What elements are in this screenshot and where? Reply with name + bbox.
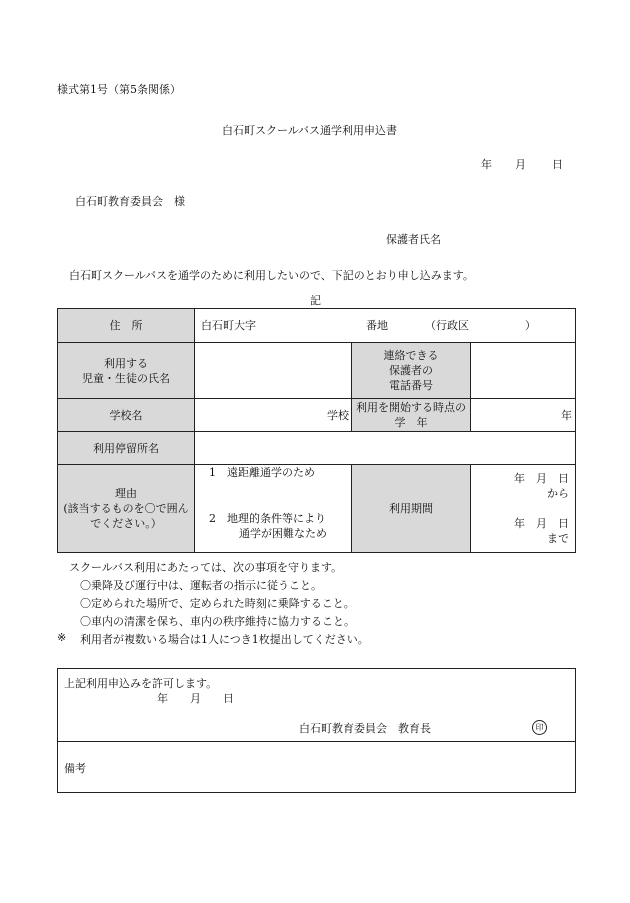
application-table: [57, 308, 576, 553]
approval-divider: [58, 741, 575, 742]
rules-lead: スクールバス利用にあたっては、次の事項を守ります。: [69, 561, 343, 574]
address-prefix: 白石町大字: [201, 319, 256, 332]
rule-item-1: 〇乗降及び運行中は、運転者の指示に従うこと。: [80, 579, 322, 592]
reason-label: 理由 (該当するものを〇で囲ん でください。）: [58, 465, 195, 553]
reason-option-2a[interactable]: 2 地理的条件等により: [209, 512, 326, 525]
address-row: [58, 309, 576, 343]
date-year: 年: [481, 158, 492, 171]
note-mark: ※: [57, 631, 67, 644]
school-label: 学校名: [58, 399, 195, 432]
date-month: 月: [515, 158, 526, 171]
contact-phone-field[interactable]: [471, 343, 576, 399]
addressee: 白石町教育委員会 様: [75, 195, 185, 208]
reason-option-1[interactable]: 1 遠距離通学のため: [209, 466, 315, 479]
remarks-label: 備考: [64, 762, 86, 775]
approval-text: 上記利用申込みを許可します。: [64, 677, 218, 690]
rule-item-2: 〇定められた場所で、定められた時刻に乗降すること。: [80, 597, 355, 610]
school-suffix: 学校: [327, 408, 349, 422]
period-from-suffix: から: [547, 487, 570, 500]
intro-text: 白石町スクールバスを通学のために利用したいので、下記のとおり申し込みます。: [69, 269, 474, 282]
address-label: 住 所: [58, 309, 195, 343]
student-name-field[interactable]: [195, 343, 352, 399]
address-gyosei-close: ）: [525, 319, 536, 332]
stop-field[interactable]: [195, 432, 576, 465]
period-from: 年 月 日: [514, 472, 570, 485]
address-banchi: 番地: [366, 319, 388, 332]
address-gyosei-open: （行政区: [425, 319, 469, 332]
approval-date: 年 月 日: [157, 692, 234, 705]
guardian-name-label: 保護者氏名: [386, 233, 441, 246]
rule-item-3: 〇車内の清潔を保ち、車内の秩序維持に協力すること。: [80, 615, 355, 628]
period-to-suffix: まで: [547, 532, 570, 545]
approval-box: [57, 668, 576, 793]
reason-options[interactable]: [195, 465, 352, 553]
reason-option-2b: 通学が困難なため: [239, 527, 327, 540]
school-row: [58, 399, 576, 432]
ki-label: 記: [310, 294, 321, 307]
form-number: 様式第1号（第5条関係）: [57, 83, 181, 96]
form-title: 白石町スクールバス通学利用申込書: [222, 124, 398, 137]
date-day: 日: [552, 158, 563, 171]
student-name-label: 利用する 児童・生徒の氏名: [58, 343, 195, 399]
grade-field[interactable]: [471, 399, 576, 432]
period-field[interactable]: [471, 465, 576, 553]
reason-row: [58, 465, 576, 553]
period-label: 利用期間: [352, 465, 471, 553]
school-field[interactable]: [195, 399, 352, 432]
contact-label: 連絡できる 保護者の 電話番号: [352, 343, 471, 399]
period-to: 年 月 日: [514, 517, 570, 530]
stop-row: [58, 432, 576, 465]
note-text: 利用者が複数いる場合は1人につき1枚提出してください。: [80, 633, 369, 646]
seal-mark: 印: [532, 720, 547, 735]
stop-label: 利用停留所名: [58, 432, 195, 465]
start-grade-label: 利用を開始する時点の 学 年: [352, 399, 471, 432]
address-field[interactable]: [195, 309, 576, 343]
student-row: [58, 343, 576, 399]
grade-suffix: 年: [561, 408, 573, 422]
approval-signer: 白石町教育委員会 教育長: [299, 722, 431, 735]
